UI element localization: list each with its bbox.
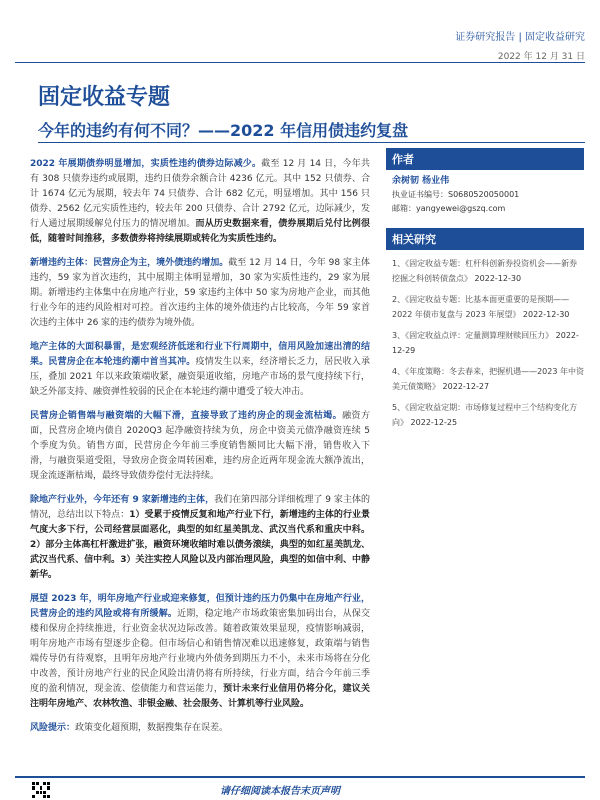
- section-tail: 1）受累于疫情反复和地产行业下行，新增违约主体的行业景气度大多下行，公司经营层面恶化，典型的如红星美凯龙、武汉当代系和重庆中科。2）部分主体高杠杆激进扩张，融资环境收缩时难以债务滚续，典型的如红星美凯龙、武汉当代系、信中利。3）关注实控人风险以及内部治理风险，典型的如信中利、中静新华。: [30, 510, 370, 580]
- author-names: 余树韧 杨业伟: [392, 176, 450, 186]
- section-body: 疫情发生以来，经济增长乏力，居民收入承压，叠加 2021 年以来政策端收紧，融资渠道收缩，房地产市场的景气度持续下行，缺乏外部支持、融资弹性较弱的民企在本轮违约潮中遭受了较大冲击。: [30, 357, 370, 397]
- related-item[interactable]: [392, 256, 584, 286]
- author-block: [392, 174, 584, 216]
- risk-warning: [30, 721, 370, 736]
- section-tail: 预计未来行业信用仍将分化，建议关注明年房地产、农林牧渔、非银金融、社会服务、计算机等行业风险。: [30, 684, 370, 709]
- footer-disclaimer: 请仔细阅读本报告末页声明: [220, 786, 340, 797]
- section-lead: 2022 年展期债券明显增加，实质性违约债券边际减少。: [30, 159, 262, 169]
- qr-code-icon: [32, 782, 50, 798]
- related-title[interactable]: 2、《固定收益专题：比基本面更重要的是预期——2022 年债市复盘与 2023 年展望》: [392, 295, 570, 319]
- section-body: 近期，稳定地产市场政策密集加码出台，从保交楼和保房企持续推进，行业资金状况边际改善。随着政策效果显现，疫情影响减弱，明年房地产市场有望逐步企稳。但市场信心和销售情况难以迅速修复，政策端与销售端传导仍有待观察，且明年房地产行业境内外债务到期压力不小，未来市场将在分化中改善，预计房地产行业的民企风险出清仍将有所持续，行业方面，结合今年前三季度的盈利情况，现金流、偿债能力和营运能力，: [30, 609, 370, 694]
- header-divider: [15, 62, 585, 63]
- section-lead: 展望 2023 年，明年房地产行业或迎来修复，但预计违约压力仍集中在房地产行业，民营房企的违约风险或将有所缓解。: [30, 594, 370, 619]
- summary-section: [30, 409, 370, 484]
- section-body: 截至 12 月 14 日，今年共有 308 只债券违约或展期，违约日债券余额合计 4236 亿元。其中 152 只债券、合计 1674 亿元为展期，较去年 74 只债券、合计 682 亿元，明显增加。其中 156 只债券、2562 亿元实质性违约，较去年 200 只债券、合计 2792 亿元，边际减少，发行人通过展期缓解兑付压力的情况增加。: [30, 159, 370, 229]
- related-item[interactable]: [392, 400, 584, 430]
- section-body: 融资方面，民营房企境内债自 2020Q3 起净融资持续为负，房企中资美元债净融资连续 5 个季度为负。销售方面，民营房企今年前三季度销售额同比大幅下滑，销售收入下滑，与融资渠道受阻，导致房企资金周转困难，违约房企近两年现金流大额净流出，现金流逐渐枯竭，最终导致债券偿付无法持续。: [30, 411, 370, 481]
- related-title[interactable]: 3、《固定收益点评：定量测算理财赎回压力》: [392, 331, 554, 340]
- report-header: [410, 28, 585, 62]
- related-date: 2022-12-30: [522, 310, 570, 319]
- related-title[interactable]: 1、《固定收益专题：杠杆科创新券投资机会——新券挖掘之科创转债盘点》: [392, 259, 578, 283]
- section-lead: 民营房企销售端与融资端的大幅下滑，直接导致了违约房企的现金流枯竭。: [30, 411, 343, 421]
- related-item[interactable]: [392, 292, 584, 322]
- summary-section: [30, 256, 370, 331]
- report-date: 2022 年 12 月 31 日: [497, 52, 585, 62]
- doc-type-heading: 固定收益专题: [38, 85, 171, 110]
- risk-label: 风险提示：: [30, 723, 76, 733]
- section-body: 我们在第四部分详细梳理了 9 家主体的情况，总结出以下特点：: [30, 495, 370, 520]
- related-item[interactable]: [392, 328, 584, 358]
- related-title[interactable]: 4、《年度策略：冬去春来，把握机遇——2023 年中资美元债策略》: [392, 367, 584, 391]
- report-category: 证券研究报告 | 固定收益研究: [455, 32, 585, 43]
- footer-divider: [15, 776, 585, 778]
- summary-section: [30, 157, 370, 247]
- section-lead: 新增违约主体：民营房企为主，境外债违约增加。: [30, 258, 229, 268]
- sidebar: [386, 148, 584, 436]
- summary-section: [30, 493, 370, 583]
- related-list: [392, 256, 584, 430]
- summary-section: [30, 592, 370, 712]
- related-date: 2022-12-27: [442, 382, 490, 391]
- author-header: 作者: [386, 148, 584, 170]
- related-item[interactable]: [392, 364, 584, 394]
- title-divider: [38, 142, 585, 143]
- risk-text: 政策变化超预期，数据搜集存在误差。: [75, 723, 229, 733]
- related-title[interactable]: 5、《固定收益定期：市场修复过程中三个结构变化方向》: [392, 403, 578, 427]
- related-header: 相关研究: [386, 228, 584, 250]
- author-email[interactable]: 邮箱：yangyewei@gszq.com: [392, 204, 506, 213]
- report-title: 今年的违约有何不同？——2022 年信用债违约复盘: [38, 121, 409, 140]
- section-lead: 地产主体的大面积暴雷，是宏观经济低迷和行业下行周期中，信用风险加速出清的结果。民营房企在本轮违约潮中首当其冲。: [30, 342, 370, 367]
- related-date: 2022-12-30: [474, 274, 522, 283]
- summary-section: [30, 340, 370, 400]
- related-date: 2022-12-25: [410, 418, 458, 427]
- section-lead: 除地产行业外，今年还有 9 家新增违约主体，: [30, 495, 215, 505]
- section-body: 截至 12 月 14 日，今年 98 家主体违约，59 家为首次违约，其中展期主体明显增加，30 家为实质性违约，29 家为展期。新增违约主体集中在房地产行业，59 家违约主体中 50 家为房地产企业，而其他行业今年的违约风险相对可控。首次违约主体的境外债违约占比较高，今年 59 家首次违约主体中 26 家的违约债券为境外债。: [30, 258, 370, 328]
- summary-column: [30, 148, 370, 744]
- cert-number: 执业证书编号：S0680520050001: [392, 190, 520, 199]
- related-date: 2022-12-29: [392, 331, 579, 355]
- section-tail: 而从历史数据来看，债券展期后兑付比例很低，随着时间推移，多数债券将持续展期或转化为实质性违约。: [30, 219, 370, 244]
